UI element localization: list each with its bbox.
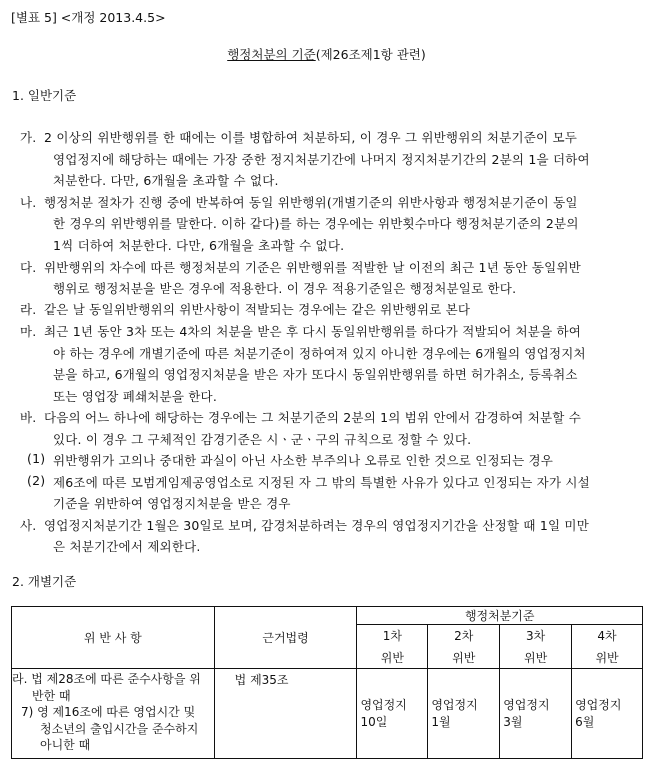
penalty-duration: 6월 [575, 714, 595, 729]
violation-item-line: 7) 영 제16조에 따른 영업시간 및 [21, 705, 196, 719]
violation-cell [12, 669, 215, 759]
item-mark: (2) [27, 473, 46, 488]
penalty-table [11, 606, 643, 759]
item-line: 처분한다. 다만, 6개월을 초과할 수 없다. [53, 173, 279, 188]
item-line: 영업정지처분기간 1월은 30일로 보며, 감경처분하려는 경우의 영업정지기간을 산정할 때 1일 미만 [44, 518, 589, 533]
penalty-cell-1 [357, 669, 428, 759]
penalty-type: 영업정지 [360, 697, 407, 712]
item-mark: 마. [20, 324, 37, 339]
penalty-cell-4 [572, 669, 643, 759]
item-line: 행위로 행정처분을 받은 경우에 적용한다. 이 경우 적용기준일은 행정처분일로 한다. [53, 281, 517, 296]
violation-item-line: 아니한 때 [40, 738, 91, 752]
item-line: 위반행위의 차수에 따른 행정처분의 기준은 위반행위를 적발한 날 이전의 최근 1년 동안 동일위반 [44, 260, 581, 275]
item-mark: 바. [20, 410, 37, 425]
item-mark: 라. [20, 302, 37, 317]
section-specific-heading: 2. 개별기준 [12, 574, 77, 589]
item-line: 2 이상의 위반행위를 한 때에는 이를 병합하여 처분하되, 이 경우 그 위반행위의 처분기준이 모두 [44, 130, 578, 145]
item-line: 은 처분기간에서 제외한다. [53, 539, 201, 554]
penalty-duration: 3월 [503, 714, 523, 729]
annex-label: [별표 5] <개정 2013.4.5> [11, 10, 166, 25]
item-line: 제6조에 따른 모범게임제공영업소로 지정된 자 그 밖의 특별한 사유가 있다고 인정되는 자가 시설 [53, 475, 590, 490]
law-cell: 법 제35조 [214, 669, 357, 759]
violation-head-line: 라. 법 제28조에 따른 준수사항을 위 [12, 672, 201, 686]
item-mark: 사. [20, 518, 37, 533]
penalty-cell-2 [428, 669, 500, 759]
header-law: 근거법령 [214, 607, 357, 669]
item-line: 같은 날 동일위반행위의 위반사항이 적발되는 경우에는 같은 위반행위로 본다 [44, 302, 471, 317]
item-mark: 가. [20, 130, 37, 145]
penalty-duration: 1월 [431, 714, 451, 729]
item-line: 있다. 이 경우 그 구체적인 감경기준은 시ㆍ군ㆍ구의 규칙으로 정할 수 있다. [53, 432, 472, 447]
item-line: 분을 하고, 6개월의 영업정지처분을 받은 자가 또다시 동일위반행위를 하면 허가취소, 등록취소 [53, 367, 578, 382]
header-round-2-sub: 위반 [428, 647, 500, 669]
penalty-cell-3 [500, 669, 572, 759]
violation-head-line: 반한 때 [32, 688, 71, 703]
table-row [12, 669, 643, 759]
penalty-type: 영업정지 [575, 697, 622, 712]
item-line: 위반행위가 고의나 중대한 과실이 아닌 사소한 부주의나 오류로 인한 것으로 인정되는 경우 [53, 453, 554, 468]
header-round-3-sub: 위반 [500, 647, 572, 669]
header-round-2: 2차 [428, 625, 500, 647]
header-round-1-sub: 위반 [357, 647, 428, 669]
item-mark: 다. [20, 260, 37, 275]
item-line: 행정처분 절차가 진행 중에 반복하여 동일 위반행위(개별기준의 위반사항과 행정처분기준이 동일 [44, 195, 578, 210]
header-round-4: 4차 [572, 625, 643, 647]
penalty-type: 영업정지 [431, 697, 478, 712]
penalty-type: 영업정지 [503, 697, 550, 712]
title-sub: (제26조제1항 관련) [315, 47, 426, 62]
header-penalty-group: 행정처분기준 [357, 607, 643, 625]
penalty-duration: 10일 [360, 714, 388, 729]
section-general-heading: 1. 일반기준 [12, 88, 77, 103]
violation-item-line: 청소년의 출입시간을 준수하지 [40, 721, 199, 736]
item-line: 영업정지에 해당하는 때에는 가장 중한 정지처분기간에 나머지 정지처분기간의 2분의 1을 더하여 [53, 152, 590, 167]
header-violation: 위 반 사 항 [12, 607, 215, 669]
item-mark: (1) [27, 451, 46, 466]
item-line: 기준을 위반하여 영업정지처분을 받은 경우 [53, 496, 291, 511]
item-line: 다음의 어느 하나에 해당하는 경우에는 그 처분기준의 2분의 1의 범위 안에서 감경하여 처분할 수 [44, 410, 582, 425]
header-round-3: 3차 [500, 625, 572, 647]
item-line: 1씩 더하여 처분한다. 다만, 6개월을 초과할 수 없다. [53, 238, 345, 253]
item-line: 한 경우의 위반행위를 말한다. 이하 같다)를 하는 경우에는 위반횟수마다 행정처분기준의 2분의 [53, 216, 579, 231]
item-line: 야 하는 경우에 개별기준에 따른 처분기준이 정하여져 있지 아니한 경우에는 6개월의 영업정지처 [53, 346, 586, 361]
header-round-4-sub: 위반 [572, 647, 643, 669]
item-line: 최근 1년 동안 3차 또는 4차의 처분을 받은 후 다시 동일위반행위를 하다가 적발되어 처분을 하여 [44, 324, 582, 339]
title-main: 행정처분의 기준 [227, 47, 316, 62]
page-title [0, 45, 653, 63]
item-line: 또는 영업장 폐쇄처분을 한다. [53, 389, 217, 404]
header-round-1: 1차 [357, 625, 428, 647]
item-mark: 나. [20, 195, 37, 210]
